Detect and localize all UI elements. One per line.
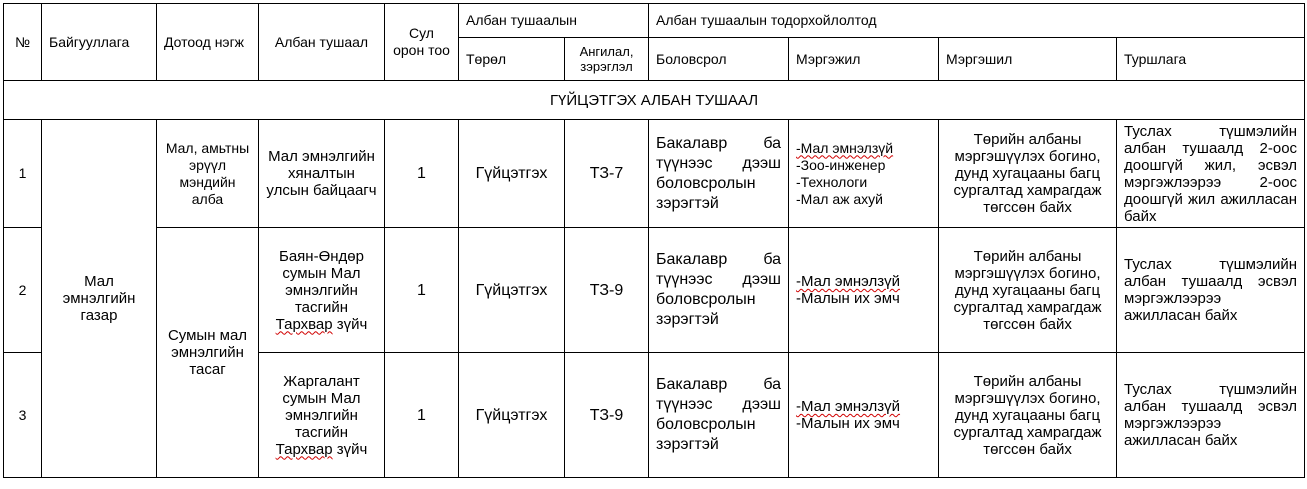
type-cell: Гүйцэтгэх xyxy=(459,228,565,353)
profession-cell xyxy=(789,120,939,228)
education-cell: Бакалавр ба түүнээс дээш боловсролын зэрэгтэй xyxy=(649,228,789,353)
table-row xyxy=(4,120,1305,228)
header-position: Албан тушаал xyxy=(259,4,385,81)
position-text: Баян-Өндөр сумын Мал эмнэлгийн тасгийн xyxy=(279,247,364,316)
profession-cell xyxy=(789,228,939,353)
profession-item: -Технологи xyxy=(796,173,868,190)
position-cell: Мал эмнэлгийн хяналтын улсын байцаагч xyxy=(259,120,385,228)
profession-item: -Малын их эмч xyxy=(796,290,900,307)
header-vacant-count: Сул орон тоо xyxy=(385,4,459,81)
section-row xyxy=(4,81,1305,120)
profession-cell xyxy=(789,353,939,478)
experience-cell: Туслах түшмэлийн албан тушаалд эсвэл мэргэжлээрээ ажилласан байх xyxy=(1117,228,1305,353)
header-no: № xyxy=(4,4,42,81)
profession-item: -Малын их эмч xyxy=(796,415,900,432)
education-cell: Бакалавр ба түүнээс дээш боловсролын зэрэгтэй xyxy=(649,120,789,228)
organization-cell: Мал эмнэлгийн газар xyxy=(42,120,157,478)
experience-cell: Туслах түшмэлийн албан тушаалд 2-оос доошгүй жил, эсвэл мэргэжлээрээ 2-оос доошгүй жил ажилласан байх xyxy=(1117,120,1305,228)
position-text: Жаргалант сумын Мал эмнэлгийн тасгийн xyxy=(282,372,361,441)
unit-cell: Сумын мал эмнэлгийн тасаг xyxy=(157,228,259,478)
header-profession: Мэргэжил xyxy=(789,38,939,81)
profession-item: -Зоо-инженер xyxy=(796,156,886,173)
header-education: Боловсрол xyxy=(649,38,789,81)
type-cell: Гүйцэтгэх xyxy=(459,353,565,478)
header-type: Төрөл xyxy=(459,38,565,81)
type-cell: Гүйцэтгэх xyxy=(459,120,565,228)
header-specification-group: Албан тушаалын тодорхойлолтод xyxy=(649,4,1305,38)
profession-item: -Мал аж ахуй xyxy=(796,190,883,207)
header-position-group: Албан тушаалын xyxy=(459,4,649,38)
vacant-cell: 1 xyxy=(385,353,459,478)
experience-cell: Туслах түшмэлийн албан тушаалд эсвэл мэргэжлээрээ ажилласан байх xyxy=(1117,353,1305,478)
row-number: 1 xyxy=(4,120,42,228)
position-text: зүйч xyxy=(336,440,368,458)
row-number: 3 xyxy=(4,353,42,478)
position-cell xyxy=(259,228,385,353)
vacant-cell: 1 xyxy=(385,228,459,353)
rank-cell: ТЗ-7 xyxy=(565,120,649,228)
position-cell xyxy=(259,353,385,478)
position-text: зүйч xyxy=(336,315,368,333)
education-cell: Бакалавр ба түүнээс дээш боловсролын зэрэгтэй xyxy=(649,353,789,478)
header-internal-unit: Дотоод нэгж xyxy=(157,4,259,81)
profession-item: -Мал эмнэлзүй xyxy=(796,398,901,415)
header-organization: Байгууллага xyxy=(42,4,157,81)
header-experience: Туршлага xyxy=(1117,38,1305,81)
position-text-underlined: Тархвар xyxy=(275,440,333,458)
unit-cell: Мал, амьтны эрүүл мэндийн алба xyxy=(157,120,259,228)
vacancy-table xyxy=(3,3,1305,478)
header-row-top xyxy=(4,4,1305,38)
position-text-underlined: Тархвар xyxy=(275,315,333,333)
qualification-cell: Төрийн албаны мэргэшүүлэх богино, дунд хугацааны багц сургалтад хамрагдаж төгссөн байх xyxy=(939,120,1117,228)
qualification-cell: Төрийн албаны мэргэшүүлэх богино, дунд хугацааны багц сургалтад хамрагдаж төгссөн байх xyxy=(939,353,1117,478)
table-row xyxy=(4,228,1305,353)
section-title: ГҮЙЦЭТГЭХ АЛБАН ТУШААЛ xyxy=(4,81,1305,120)
rank-cell: ТЗ-9 xyxy=(565,353,649,478)
profession-item: -Мал эмнэлзүй xyxy=(796,273,901,290)
qualification-cell: Төрийн албаны мэргэшүүлэх богино, дунд хугацааны багц сургалтад хамрагдаж төгссөн байх xyxy=(939,228,1117,353)
header-qualification: Мэргэшил xyxy=(939,38,1117,81)
profession-item: -Мал эмнэлзүй xyxy=(796,139,894,156)
row-number: 2 xyxy=(4,228,42,353)
vacant-cell: 1 xyxy=(385,120,459,228)
header-rank: Ангилал, зэрэглэл xyxy=(565,38,649,81)
rank-cell: ТЗ-9 xyxy=(565,228,649,353)
